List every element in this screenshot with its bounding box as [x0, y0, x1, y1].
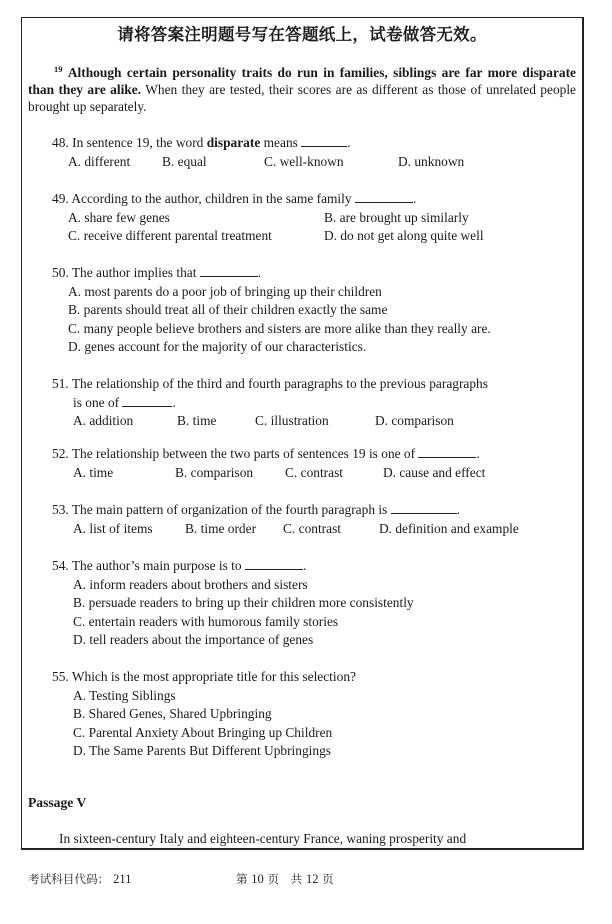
question-number: 53.: [52, 502, 69, 517]
question-stem: The main pattern of organization of the fourth paragraph is: [71, 502, 388, 517]
question-number: 55.: [52, 669, 69, 684]
option-b: B. Shared Genes, Shared Upbringing: [73, 706, 272, 721]
option-b: B. time: [177, 413, 217, 428]
option-c: C. contrast: [283, 520, 342, 536]
option-c: C. Parental Anxiety About Bringing up Children: [73, 724, 333, 740]
question-54: 54. The author’s main purpose is to . A. inform readers about brothers and sisters B. persuade readers to bring up their children more consistently C. entertain readers with humorous family stories D. tell readers about the importance of genes: [52, 557, 576, 650]
question-stem: The relationship between the two parts of sentences 19 is one of: [71, 446, 416, 461]
option-c: C. receive different parental treatment: [68, 228, 272, 243]
answer-blank: [355, 190, 413, 203]
question-stem: Which is the most appropriate title for this selection?: [71, 669, 356, 684]
option-d: D. cause and effect: [383, 464, 486, 480]
option-d: D. tell readers about the importance of genes: [73, 632, 314, 647]
question-stem: means: [260, 135, 298, 150]
page-label: 第: [236, 872, 248, 886]
question-55: [52, 668, 576, 761]
question-stem: According to the author, children in the same family: [71, 191, 352, 206]
question-stem: In sentence 19, the word: [72, 135, 207, 150]
option-d: D. do not get along quite well: [324, 228, 484, 243]
question-number: 50.: [52, 265, 69, 280]
question-keyword: disparate: [206, 135, 261, 150]
answer-sheet-notice: 请将答案注明题号写在答题纸上，试卷做答无效。: [117, 25, 487, 44]
option-a: A. different: [68, 153, 131, 169]
option-a: A. inform readers about brothers and sisters: [73, 576, 308, 592]
option-b: B. persuade readers to bring up their children more consistently: [73, 595, 414, 610]
option-d: D. definition and example: [379, 520, 519, 536]
question-number: 48.: [52, 135, 69, 150]
option-b: B. time order: [185, 520, 257, 536]
answer-blank: [122, 394, 172, 407]
option-a: A. most parents do a poor job of bringing up their children: [68, 283, 382, 299]
option-d: D. The Same Parents But Different Upbringings: [73, 743, 331, 758]
page-label: 页: [322, 872, 334, 886]
option-b: B. equal: [162, 153, 207, 169]
page-indicator: [236, 871, 334, 887]
option-a: A. Testing Siblings: [73, 687, 176, 703]
option-b: B. comparison: [175, 464, 254, 480]
option-a: A. addition: [73, 413, 134, 428]
answer-blank: [418, 445, 476, 458]
passage-v-first-line: In sixteen-century Italy and eighteen-century France, waning prosperity and: [59, 831, 467, 846]
question-stem: The relationship of the third and fourth paragraphs to the previous paragraphs: [71, 376, 488, 391]
option-a: A. share few genes: [68, 209, 170, 225]
answer-blank: [200, 264, 258, 277]
option-a: A. list of items: [73, 520, 153, 536]
page-current: 10: [251, 872, 264, 886]
question-stem-line2: is one of: [73, 394, 120, 410]
question-stem: The author implies that: [71, 265, 197, 280]
question-number: 49.: [52, 191, 69, 206]
sentence-19-bold: Although certain personality traits do run in families, siblings are far more disparate than they are alike.: [28, 65, 576, 97]
sentence-rest: When they are tested, their scores are as different as those of unrelated people brought up separately.: [28, 82, 576, 114]
exam-page-frame: [21, 17, 584, 850]
question-48: 48. In sentence 19, the word disparate means . A. different B. equal C. well-known D. unknown: [52, 134, 576, 171]
page-label: 页 共: [267, 872, 303, 886]
question-51: 51. The relationship of the third and fourth paragraphs to the previous paragraphs is one of . A. addition B. time C. illustration D. comparison: [52, 375, 576, 431]
option-d: D. genes account for the majority of our characteristics.: [68, 339, 367, 354]
question-49: 49. According to the author, children in the same family . A. share few genes B. are brought up similarly C. receive different parental treatment D. do not get along quite well: [52, 190, 576, 246]
option-b: B. are brought up similarly: [324, 209, 469, 225]
question-50: 50. The author implies that . A. most parents do a poor job of bringing up their children B. parents should treat all of their children exactly the same C. many people believe brothers and sisters are more alike than they really are. D. genes account for the majority of our characteristics.: [52, 264, 576, 357]
answer-blank: [301, 134, 347, 147]
option-c: C. illustration: [255, 413, 329, 428]
question-number: 51.: [52, 376, 69, 391]
question-number: 54.: [52, 558, 69, 573]
option-c: C. contrast: [285, 464, 344, 480]
passage-excerpt: [28, 61, 576, 115]
option-c: C. well-known: [264, 153, 344, 169]
subject-code-label: 考试科目代码：: [28, 872, 110, 886]
passage-v-title: Passage V: [28, 795, 87, 810]
option-d: D. comparison: [375, 413, 454, 428]
question-53: 53. The main pattern of organization of the fourth paragraph is . A. list of items B. time order C. contrast D. definition and example: [52, 501, 576, 538]
subject-code-value: 211: [113, 872, 132, 886]
answer-blank: [391, 501, 457, 514]
subject-code: [28, 871, 131, 887]
page-total: 12: [305, 872, 319, 886]
option-a: A. time: [73, 464, 114, 480]
answer-blank: [245, 557, 303, 570]
option-b: B. parents should treat all of their children exactly the same: [68, 302, 388, 317]
question-52: 52. The relationship between the two parts of sentences 19 is one of . A. time B. comparison C. contrast D. cause and effect: [52, 445, 576, 482]
sentence-number: 19: [54, 64, 63, 74]
question-number: 52.: [52, 446, 69, 461]
question-stem: The author’s main purpose is to: [71, 558, 242, 573]
option-d: D. unknown: [398, 153, 465, 169]
option-c: C. entertain readers with humorous family stories: [73, 613, 339, 629]
option-c: C. many people believe brothers and sisters are more alike than they really are.: [68, 320, 491, 336]
